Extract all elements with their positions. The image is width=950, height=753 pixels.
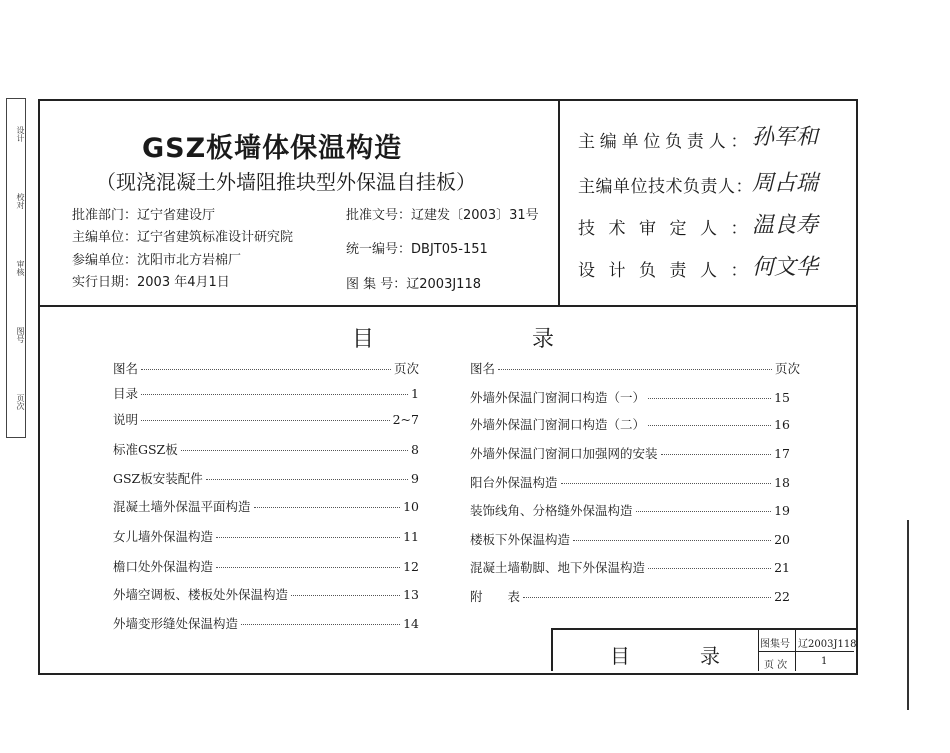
scan-edge-mark (907, 520, 909, 710)
signature-chief-unit: 孙军和 (752, 125, 819, 150)
side-signature-strip (6, 98, 26, 438)
atlas-number-value: 辽2003J118 (798, 639, 857, 650)
resp-design-lead: 设计负责人： (578, 261, 748, 281)
meta-participant: 参编单位：沈阳市北方岩棉厂 (72, 253, 242, 268)
toc-left-header: 图名 页次 (113, 361, 419, 376)
side-cell-drawing-no: 图号 (16, 326, 25, 343)
toc-item[interactable]: 檐口处外保温构造 12 (113, 559, 419, 574)
side-cell-check: 校对 (16, 192, 25, 209)
resp-tech-lead: 主编单位技术负责人： (578, 177, 753, 197)
side-cell-review: 审核 (16, 259, 25, 276)
toc-item[interactable]: 标准GSZ板 8 (113, 442, 419, 457)
signature-design-lead: 何文华 (752, 255, 819, 280)
meta-atlas-no: 图 集 号：辽2003J118 (346, 277, 481, 292)
toc-heading-left: 目 (352, 327, 375, 352)
toc-heading-right: 录 (532, 327, 555, 352)
toc-item[interactable]: 外墙空调板、楼板处外保温构造 13 (113, 587, 419, 602)
toc-item[interactable]: 外墙变形缝处保温构造 14 (113, 616, 419, 631)
page-title: GSZ板墙体保温构造 (142, 133, 403, 164)
meta-approval-no: 批准文号：辽建发〔2003〕31号 (346, 208, 539, 223)
resp-chief-unit: 主编单位负责人： (578, 132, 748, 152)
signature-reviewer: 温良寿 (752, 213, 819, 238)
toc-item[interactable]: 混凝土墙外保温平面构造 10 (113, 499, 419, 514)
page-number-label: 页 次 (764, 660, 788, 671)
toc-item[interactable]: 外墙外保温门窗洞口构造（一） 15 (470, 390, 790, 405)
toc-item[interactable]: 混凝土墙勒脚、地下外保温构造 21 (470, 560, 790, 575)
side-cell-design: 设计 (16, 125, 25, 142)
toc-item[interactable]: 女儿墙外保温构造 11 (113, 529, 419, 544)
toc-item[interactable]: 目录 1 (113, 386, 419, 401)
atlas-number-label: 图集号 (760, 639, 790, 650)
resp-reviewer: 技术审定人： (578, 219, 748, 239)
meta-chief-editor: 主编单位：辽宁省建筑标准设计研究院 (72, 230, 294, 245)
toc-item[interactable]: 外墙外保温门窗洞口构造（二） 16 (470, 417, 790, 432)
toc-item[interactable]: 阳台外保温构造 18 (470, 475, 790, 490)
toc-item[interactable]: 楼板下外保温构造 20 (470, 532, 790, 547)
toc-item[interactable]: 装饰线角、分格缝外保温构造 19 (470, 503, 790, 518)
toc-item[interactable]: 附 表 22 (470, 589, 790, 604)
side-cell-page: 页次 (16, 393, 25, 410)
signature-tech-lead: 周占瑞 (752, 171, 819, 196)
page-subtitle: （现浇混凝土外墙阻推块型外保温自挂板） (96, 170, 476, 194)
meta-approval-dept: 批准部门：辽宁省建设厅 (72, 208, 216, 223)
title-block-label-right: 录 (700, 644, 720, 668)
header-divider (38, 305, 856, 307)
page-number-value: 1 (821, 656, 828, 667)
title-block-label-left: 目 (610, 644, 630, 668)
meta-effective-date: 实行日期：2003 年4月1日 (72, 275, 230, 290)
toc-item[interactable]: 外墙外保温门窗洞口加强网的安装 17 (470, 446, 790, 461)
toc-item[interactable]: 说明 2~7 (113, 412, 419, 427)
header-vertical-divider (558, 99, 560, 307)
toc-item[interactable]: GSZ板安装配件 9 (113, 471, 419, 486)
meta-unified-no: 统一编号：DBJT05-151 (346, 242, 488, 257)
toc-right-header: 图名 页次 (470, 361, 800, 376)
